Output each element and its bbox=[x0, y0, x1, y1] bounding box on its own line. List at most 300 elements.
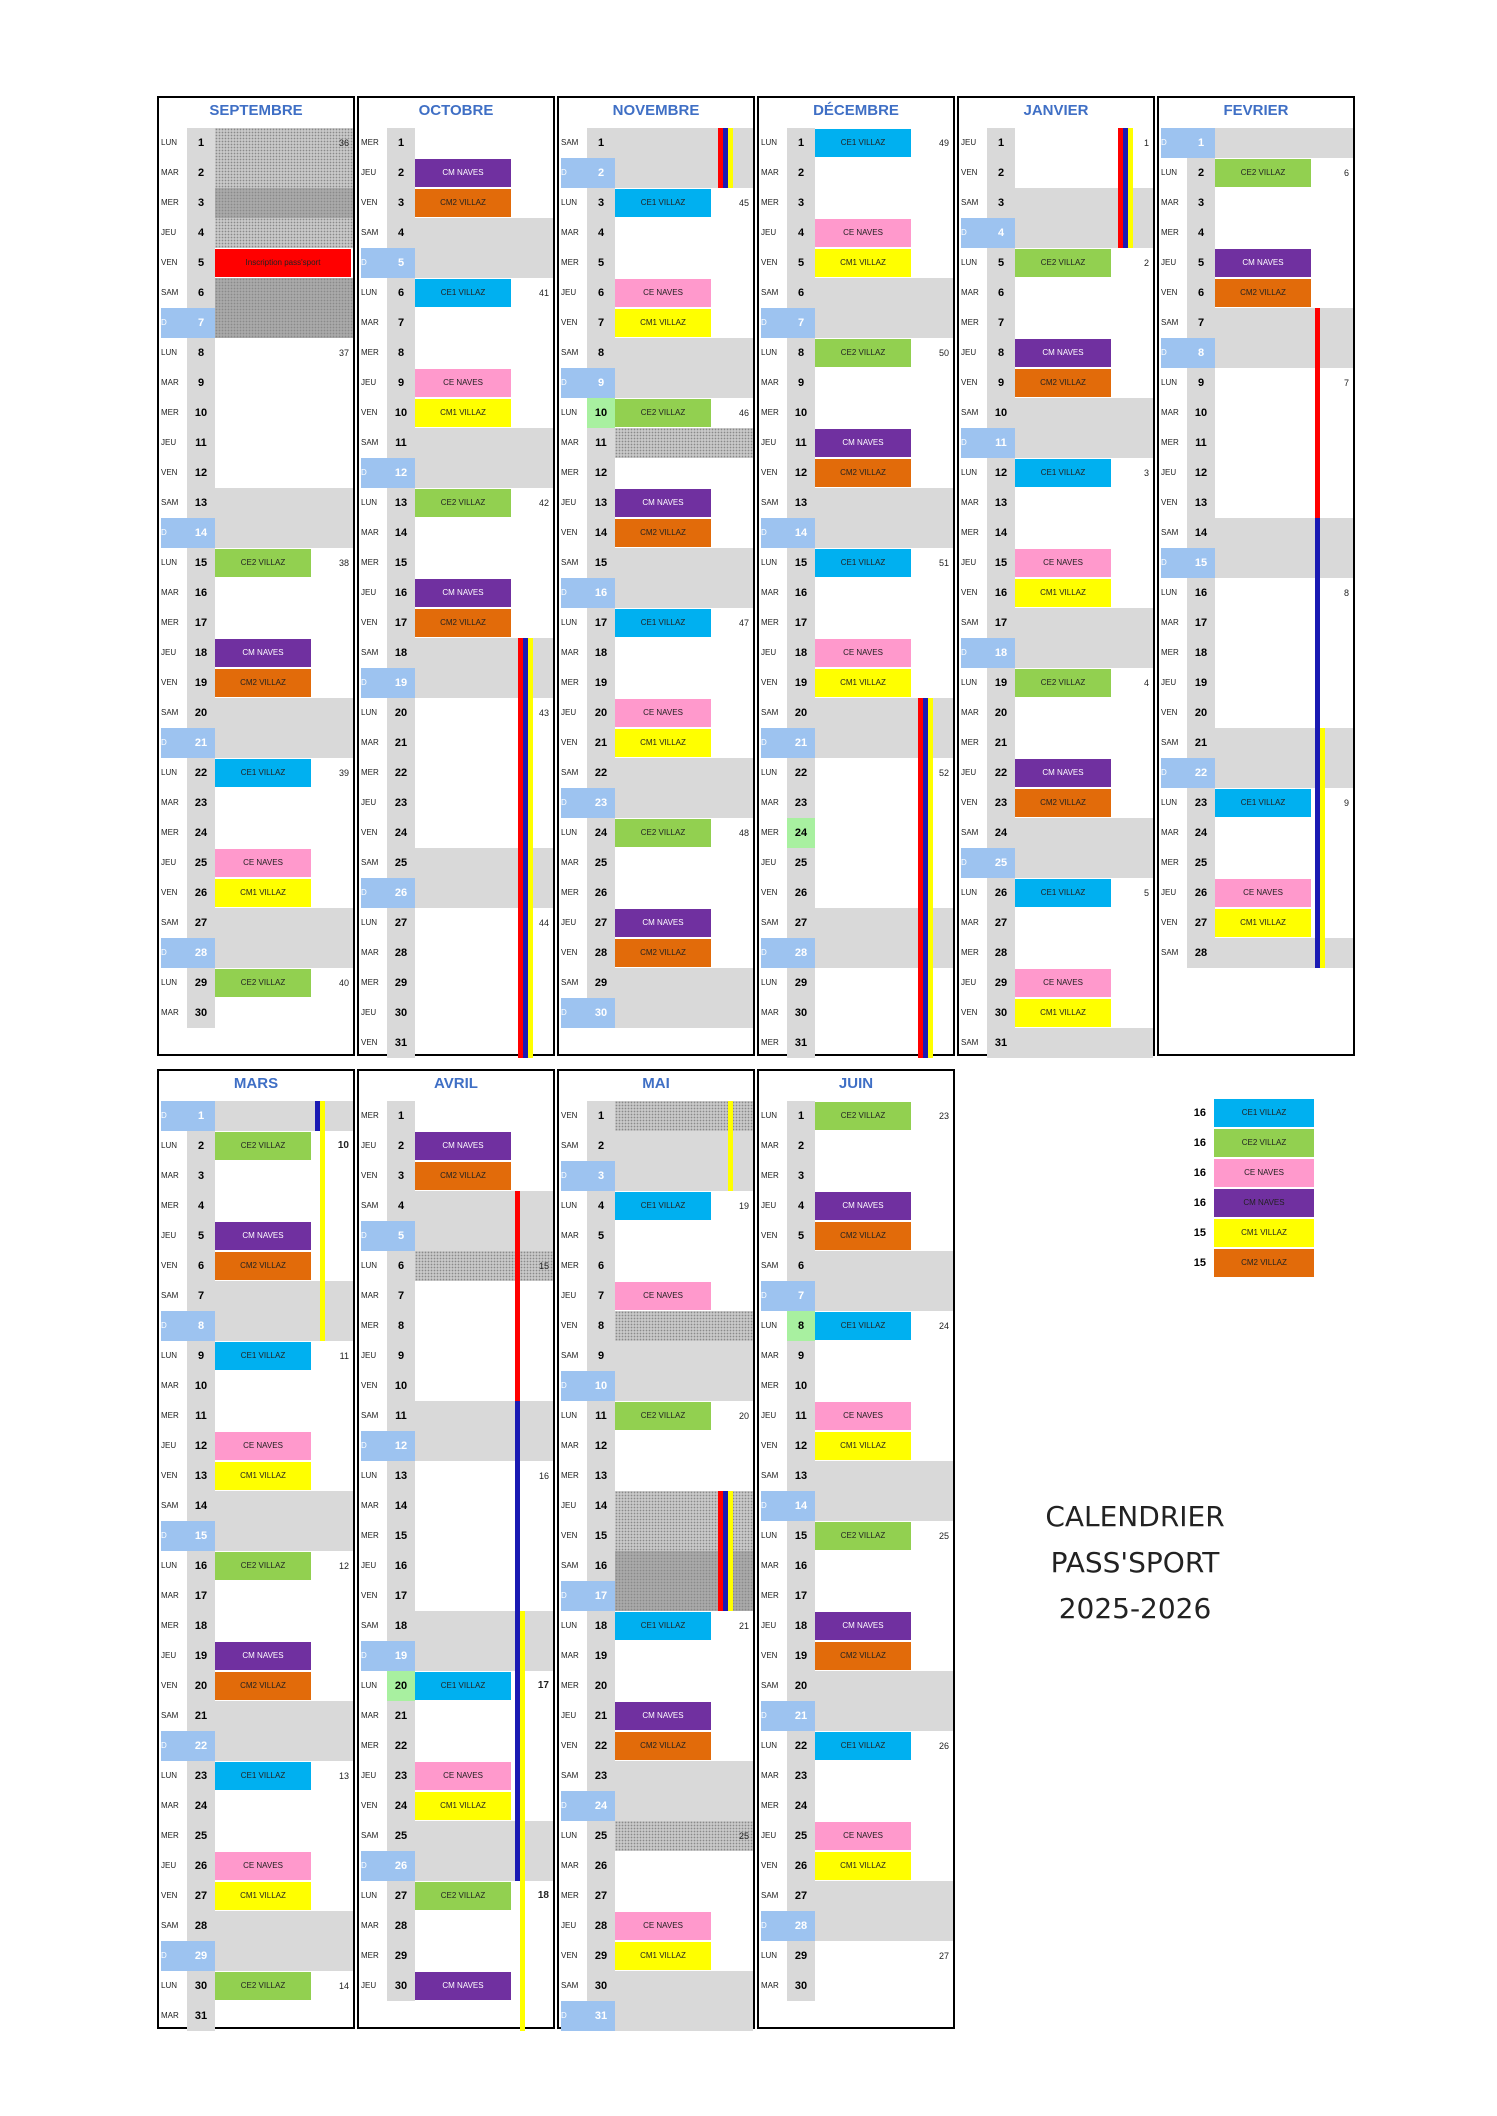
day-cell bbox=[615, 218, 753, 248]
day-number: 13 bbox=[387, 1461, 415, 1491]
day-number: 10 bbox=[187, 1371, 215, 1401]
week-number: 18 bbox=[537, 1890, 549, 1901]
day-cell bbox=[615, 878, 753, 908]
day-number: 27 bbox=[187, 1881, 215, 1911]
day-cell bbox=[415, 1551, 553, 1581]
day-of-week: LUN bbox=[961, 258, 978, 267]
day-of-week: D bbox=[761, 1911, 787, 1941]
day-cell bbox=[1215, 458, 1353, 488]
day-number: 3 bbox=[787, 1161, 815, 1191]
day-of-week: VEN bbox=[361, 828, 378, 837]
day-of-week: MAR bbox=[161, 2011, 179, 2020]
day-of-week: MAR bbox=[1161, 408, 1179, 417]
day-of-week: VEN bbox=[761, 1651, 778, 1660]
day-of-week: MAR bbox=[561, 228, 579, 237]
day-number: 2 bbox=[987, 158, 1015, 188]
day-of-week: JEU bbox=[361, 1771, 377, 1780]
day-of-week: MAR bbox=[361, 318, 379, 327]
day-row bbox=[159, 1791, 353, 1821]
day-number: 6 bbox=[187, 1251, 215, 1281]
day-number: 23 bbox=[387, 788, 415, 818]
day-cell bbox=[615, 1641, 753, 1671]
day-of-week: MER bbox=[361, 768, 379, 777]
activity-ce2-villaz: CE2 VILLAZ bbox=[615, 1402, 711, 1430]
day-row bbox=[559, 1251, 753, 1281]
day-of-week: SAM bbox=[961, 408, 979, 417]
holiday-hatch bbox=[615, 1311, 753, 1341]
day-number: 9 bbox=[187, 368, 215, 398]
day-cell bbox=[815, 1941, 953, 1971]
day-row bbox=[759, 1671, 953, 1701]
day-of-week: D bbox=[561, 2001, 587, 2031]
day-row bbox=[559, 1161, 753, 1191]
month-janvier bbox=[957, 96, 1155, 1056]
day-row bbox=[959, 398, 1153, 428]
day-number: 29 bbox=[587, 1941, 615, 1971]
day-cell bbox=[415, 1101, 553, 1131]
day-row bbox=[959, 518, 1153, 548]
day-row bbox=[159, 1581, 353, 1611]
day-of-week: SAM bbox=[1161, 318, 1179, 327]
day-number: 11 bbox=[187, 1401, 215, 1431]
day-row bbox=[559, 1971, 753, 2001]
day-of-week: JEU bbox=[161, 438, 177, 447]
day-number: 4 bbox=[387, 1191, 415, 1221]
day-of-week: SAM bbox=[161, 498, 179, 507]
day-row bbox=[359, 278, 553, 308]
day-row bbox=[1159, 578, 1353, 608]
day-number: 8 bbox=[587, 1311, 615, 1341]
day-row bbox=[159, 158, 353, 188]
day-number: 20 bbox=[1187, 698, 1215, 728]
day-row bbox=[159, 998, 353, 1028]
day-cell bbox=[1215, 308, 1353, 338]
month-title: OCTOBRE bbox=[418, 102, 494, 119]
day-cell bbox=[1015, 848, 1153, 878]
activity-ce1-villaz: CE1 VILLAZ bbox=[815, 1732, 911, 1760]
month-décembre bbox=[757, 96, 955, 1056]
day-row bbox=[959, 968, 1153, 998]
day-row bbox=[559, 578, 753, 608]
day-of-week: MER bbox=[361, 138, 379, 147]
week-number: 14 bbox=[338, 1981, 349, 1991]
day-row bbox=[559, 938, 753, 968]
activity-ce1-villaz: CE1 VILLAZ bbox=[415, 279, 511, 307]
day-of-week: MER bbox=[761, 1381, 779, 1390]
activity-cm-naves: CM NAVES bbox=[1015, 759, 1111, 787]
day-of-week: LUN bbox=[561, 828, 578, 837]
day-of-week: VEN bbox=[761, 678, 778, 687]
day-of-week: VEN bbox=[1161, 498, 1178, 507]
day-of-week: D bbox=[561, 368, 587, 398]
day-of-week: MER bbox=[361, 1321, 379, 1330]
activity-cm-naves: CM NAVES bbox=[215, 1642, 311, 1670]
day-number: 18 bbox=[187, 638, 215, 668]
day-number: 2 bbox=[387, 1131, 415, 1161]
month-novembre bbox=[557, 96, 755, 1056]
day-of-week: JEU bbox=[161, 648, 177, 657]
day-number: 1 bbox=[987, 128, 1015, 158]
day-row bbox=[359, 128, 553, 158]
day-row bbox=[159, 1881, 353, 1911]
week-number: 13 bbox=[338, 1771, 349, 1781]
activity-ce-naves: CE NAVES bbox=[415, 369, 511, 397]
day-cell bbox=[415, 128, 553, 158]
day-of-week: SAM bbox=[561, 1981, 579, 1990]
day-number: 23 bbox=[1187, 788, 1215, 818]
day-row bbox=[559, 1791, 753, 1821]
day-of-week: MAR bbox=[961, 498, 979, 507]
day-of-week: JEU bbox=[1161, 258, 1177, 267]
day-of-week: JEU bbox=[161, 1861, 177, 1870]
day-row bbox=[759, 1851, 953, 1881]
day-of-week: LUN bbox=[361, 708, 378, 717]
day-number: 21 bbox=[1187, 728, 1215, 758]
day-number: 7 bbox=[387, 308, 415, 338]
day-number: 14 bbox=[387, 1491, 415, 1521]
day-number: 11 bbox=[1187, 428, 1215, 458]
day-row bbox=[959, 428, 1153, 458]
day-of-week: MAR bbox=[561, 1231, 579, 1240]
day-row bbox=[159, 488, 353, 518]
day-of-week: MER bbox=[361, 1951, 379, 1960]
day-row bbox=[159, 728, 353, 758]
day-row bbox=[159, 878, 353, 908]
day-of-week: D bbox=[761, 308, 787, 338]
day-of-week: SAM bbox=[161, 1921, 179, 1930]
day-of-week: LUN bbox=[361, 1471, 378, 1480]
day-cell bbox=[415, 1821, 553, 1851]
activity-cm-naves: CM NAVES bbox=[215, 1222, 311, 1250]
day-number: 25 bbox=[587, 848, 615, 878]
day-of-week: SAM bbox=[761, 708, 779, 717]
day-row bbox=[1159, 428, 1353, 458]
day-of-week: JEU bbox=[761, 1201, 777, 1210]
day-number: 29 bbox=[387, 1941, 415, 1971]
day-cell bbox=[615, 248, 753, 278]
day-of-week: VEN bbox=[161, 1471, 178, 1480]
holiday-hatch bbox=[215, 308, 353, 338]
week-number: 19 bbox=[738, 1201, 749, 1211]
week-number: 3 bbox=[1143, 468, 1149, 478]
day-number: 23 bbox=[787, 788, 815, 818]
day-row bbox=[759, 1281, 953, 1311]
day-row bbox=[759, 1101, 953, 1131]
day-row bbox=[1159, 518, 1353, 548]
day-of-week: SAM bbox=[561, 978, 579, 987]
day-of-week: SAM bbox=[761, 1261, 779, 1270]
day-of-week: LUN bbox=[561, 1411, 578, 1420]
day-cell bbox=[415, 1221, 553, 1251]
day-of-week: JEU bbox=[361, 1351, 377, 1360]
day-row bbox=[159, 1671, 353, 1701]
day-cell bbox=[1015, 398, 1153, 428]
week-number: 8 bbox=[1343, 588, 1349, 598]
day-row bbox=[359, 1371, 553, 1401]
day-of-week: MAR bbox=[161, 1008, 179, 1017]
day-number: 23 bbox=[787, 1761, 815, 1791]
day-number: 6 bbox=[1187, 278, 1215, 308]
day-row bbox=[559, 1641, 753, 1671]
day-of-week: MER bbox=[761, 198, 779, 207]
week-number: 10 bbox=[337, 1140, 349, 1151]
day-of-week: LUN bbox=[761, 978, 778, 987]
day-row bbox=[759, 1761, 953, 1791]
legend-item bbox=[1178, 1219, 1318, 1247]
legend-label: CE2 VILLAZ bbox=[1214, 1129, 1314, 1157]
day-number: 2 bbox=[187, 158, 215, 188]
day-number: 21 bbox=[587, 728, 615, 758]
day-number: 27 bbox=[387, 1881, 415, 1911]
day-number: 2 bbox=[787, 158, 815, 188]
day-row bbox=[559, 1101, 753, 1131]
day-cell bbox=[415, 458, 553, 488]
day-cell bbox=[815, 1251, 953, 1281]
day-of-week: LUN bbox=[561, 618, 578, 627]
day-row bbox=[559, 428, 753, 458]
month-title: JANVIER bbox=[1023, 102, 1089, 119]
day-of-week: MAR bbox=[561, 858, 579, 867]
day-cell bbox=[1215, 668, 1353, 698]
holiday-hatch bbox=[415, 1251, 553, 1281]
day-row bbox=[759, 1821, 953, 1851]
day-number: 11 bbox=[387, 428, 415, 458]
day-cell bbox=[415, 428, 553, 458]
day-of-week: LUN bbox=[361, 288, 378, 297]
day-row bbox=[159, 1821, 353, 1851]
week-number: 23 bbox=[938, 1111, 949, 1121]
day-of-week: D bbox=[761, 1491, 787, 1521]
day-of-week: MER bbox=[361, 558, 379, 567]
day-cell bbox=[615, 968, 753, 998]
day-number: 15 bbox=[187, 1521, 215, 1551]
activity-ce-naves: CE NAVES bbox=[215, 1852, 311, 1880]
day-number: 13 bbox=[987, 488, 1015, 518]
day-row bbox=[559, 458, 753, 488]
day-number: 31 bbox=[587, 2001, 615, 2031]
day-of-week: MER bbox=[561, 468, 579, 477]
day-number: 21 bbox=[387, 728, 415, 758]
day-cell bbox=[215, 698, 353, 728]
day-of-week: MER bbox=[1161, 228, 1179, 237]
activity-ce-naves: CE NAVES bbox=[1015, 549, 1111, 577]
day-number: 19 bbox=[187, 1641, 215, 1671]
day-number: 10 bbox=[387, 1371, 415, 1401]
day-number: 30 bbox=[587, 1971, 615, 2001]
day-of-week: LUN bbox=[761, 138, 778, 147]
day-of-week: D bbox=[961, 218, 987, 248]
day-of-week: D bbox=[961, 638, 987, 668]
day-number: 7 bbox=[187, 1281, 215, 1311]
day-number: 11 bbox=[587, 1401, 615, 1431]
day-number: 27 bbox=[1187, 908, 1215, 938]
day-number: 4 bbox=[1187, 218, 1215, 248]
day-of-week: VEN bbox=[961, 168, 978, 177]
day-cell bbox=[215, 488, 353, 518]
day-row bbox=[959, 758, 1153, 788]
day-number: 26 bbox=[587, 1851, 615, 1881]
day-number: 21 bbox=[787, 728, 815, 758]
day-row bbox=[359, 1251, 553, 1281]
day-of-week: LUN bbox=[761, 558, 778, 567]
day-of-week: MAR bbox=[561, 438, 579, 447]
activity-cm2-villaz: CM2 VILLAZ bbox=[815, 1222, 911, 1250]
day-row bbox=[159, 818, 353, 848]
activity-cm-naves: CM NAVES bbox=[415, 159, 511, 187]
day-cell bbox=[1215, 368, 1353, 398]
day-of-week: VEN bbox=[961, 1008, 978, 1017]
month-juin bbox=[757, 1069, 955, 2029]
day-row bbox=[359, 1551, 553, 1581]
day-number: 15 bbox=[387, 1521, 415, 1551]
day-number: 17 bbox=[787, 1581, 815, 1611]
day-cell bbox=[815, 1761, 953, 1791]
month-title: SEPTEMBRE bbox=[209, 102, 303, 119]
day-number: 13 bbox=[587, 488, 615, 518]
day-cell bbox=[215, 788, 353, 818]
day-cell bbox=[815, 1971, 953, 2001]
day-of-week: MER bbox=[1161, 438, 1179, 447]
day-cell bbox=[815, 368, 953, 398]
day-of-week: D bbox=[361, 1641, 387, 1671]
week-number: 12 bbox=[338, 1561, 349, 1571]
day-of-week: D bbox=[161, 1521, 187, 1551]
day-row bbox=[759, 1461, 953, 1491]
day-of-week: MAR bbox=[761, 588, 779, 597]
week-number: 5 bbox=[1143, 888, 1149, 898]
activity-cm2-villaz: CM2 VILLAZ bbox=[215, 1672, 311, 1700]
day-row bbox=[1159, 488, 1353, 518]
day-number: 24 bbox=[987, 818, 1015, 848]
day-row bbox=[159, 248, 353, 278]
day-number: 21 bbox=[187, 728, 215, 758]
day-number: 9 bbox=[387, 368, 415, 398]
day-of-week: LUN bbox=[761, 1321, 778, 1330]
day-number: 16 bbox=[787, 1551, 815, 1581]
activity-ce2-villaz: CE2 VILLAZ bbox=[1215, 159, 1311, 187]
day-number: 7 bbox=[187, 308, 215, 338]
day-row bbox=[959, 668, 1153, 698]
day-of-week: SAM bbox=[161, 1291, 179, 1300]
day-number: 3 bbox=[187, 1161, 215, 1191]
activity-ce2-villaz: CE2 VILLAZ bbox=[215, 1552, 311, 1580]
day-number: 24 bbox=[387, 1791, 415, 1821]
day-cell bbox=[215, 1581, 353, 1611]
day-of-week: D bbox=[361, 248, 387, 278]
day-cell bbox=[415, 218, 553, 248]
activity-ce2-villaz: CE2 VILLAZ bbox=[215, 1972, 311, 2000]
day-number: 1 bbox=[187, 128, 215, 158]
day-row bbox=[959, 578, 1153, 608]
day-row bbox=[159, 458, 353, 488]
day-of-week: VEN bbox=[161, 468, 178, 477]
day-number: 27 bbox=[587, 908, 615, 938]
day-of-week: MAR bbox=[361, 1921, 379, 1930]
day-number: 17 bbox=[1187, 608, 1215, 638]
legend-item bbox=[1178, 1129, 1318, 1157]
day-of-week: MER bbox=[761, 1591, 779, 1600]
day-of-week: JEU bbox=[1161, 678, 1177, 687]
day-cell bbox=[215, 818, 353, 848]
day-row bbox=[159, 1491, 353, 1521]
day-number: 3 bbox=[187, 188, 215, 218]
day-row bbox=[759, 608, 953, 638]
day-of-week: VEN bbox=[361, 1591, 378, 1600]
day-of-week: D bbox=[161, 728, 187, 758]
day-row bbox=[359, 188, 553, 218]
day-row bbox=[159, 1521, 353, 1551]
week-number: 45 bbox=[738, 198, 749, 208]
day-number: 25 bbox=[387, 1821, 415, 1851]
day-of-week: VEN bbox=[561, 1111, 578, 1120]
week-number: 17 bbox=[537, 1680, 549, 1691]
day-cell bbox=[815, 1131, 953, 1161]
day-of-week: D bbox=[361, 878, 387, 908]
activity-ce-naves: CE NAVES bbox=[615, 279, 711, 307]
day-of-week: LUN bbox=[761, 768, 778, 777]
day-cell bbox=[215, 1941, 353, 1971]
day-number: 13 bbox=[787, 488, 815, 518]
day-of-week: JEU bbox=[361, 1008, 377, 1017]
day-number: 9 bbox=[787, 368, 815, 398]
day-number: 29 bbox=[987, 968, 1015, 998]
day-row bbox=[559, 848, 753, 878]
day-of-week: MAR bbox=[161, 1801, 179, 1810]
day-cell bbox=[815, 278, 953, 308]
activity-cm-naves: CM NAVES bbox=[1215, 249, 1311, 277]
day-of-week: MER bbox=[961, 948, 979, 957]
day-number: 10 bbox=[587, 398, 615, 428]
day-of-week: MAR bbox=[761, 1561, 779, 1570]
day-of-week: JEU bbox=[761, 1411, 777, 1420]
day-cell bbox=[1215, 728, 1353, 758]
day-of-week: SAM bbox=[561, 558, 579, 567]
day-cell bbox=[1215, 548, 1353, 578]
day-cell bbox=[815, 1341, 953, 1371]
day-cell bbox=[1215, 698, 1353, 728]
activity-ce-naves: CE NAVES bbox=[615, 699, 711, 727]
legend-count: 16 bbox=[1193, 1107, 1206, 1119]
day-number: 7 bbox=[1187, 308, 1215, 338]
day-row bbox=[159, 188, 353, 218]
activity-ce2-villaz: CE2 VILLAZ bbox=[815, 1102, 911, 1130]
day-of-week: D bbox=[561, 788, 587, 818]
day-cell bbox=[1015, 938, 1153, 968]
day-of-week: VEN bbox=[361, 1038, 378, 1047]
week-number: 2 bbox=[1143, 258, 1149, 268]
day-cell bbox=[215, 1401, 353, 1431]
day-row bbox=[759, 278, 953, 308]
day-number: 6 bbox=[987, 278, 1015, 308]
holiday-bar bbox=[528, 638, 533, 1058]
day-number: 28 bbox=[387, 1911, 415, 1941]
day-of-week: SAM bbox=[561, 348, 579, 357]
day-of-week: VEN bbox=[361, 198, 378, 207]
day-cell bbox=[615, 1341, 753, 1371]
title-line-2: PASS'SPORT bbox=[1050, 1546, 1220, 1579]
day-number: 25 bbox=[987, 848, 1015, 878]
day-cell bbox=[615, 848, 753, 878]
day-row bbox=[159, 1431, 353, 1461]
day-of-week: MAR bbox=[361, 528, 379, 537]
day-number: 1 bbox=[587, 128, 615, 158]
day-of-week: SAM bbox=[761, 288, 779, 297]
day-number: 27 bbox=[787, 908, 815, 938]
day-row bbox=[1159, 248, 1353, 278]
day-of-week: JEU bbox=[161, 1231, 177, 1240]
activity-cm1-villaz: CM1 VILLAZ bbox=[615, 309, 711, 337]
month-title: FEVRIER bbox=[1223, 102, 1289, 119]
